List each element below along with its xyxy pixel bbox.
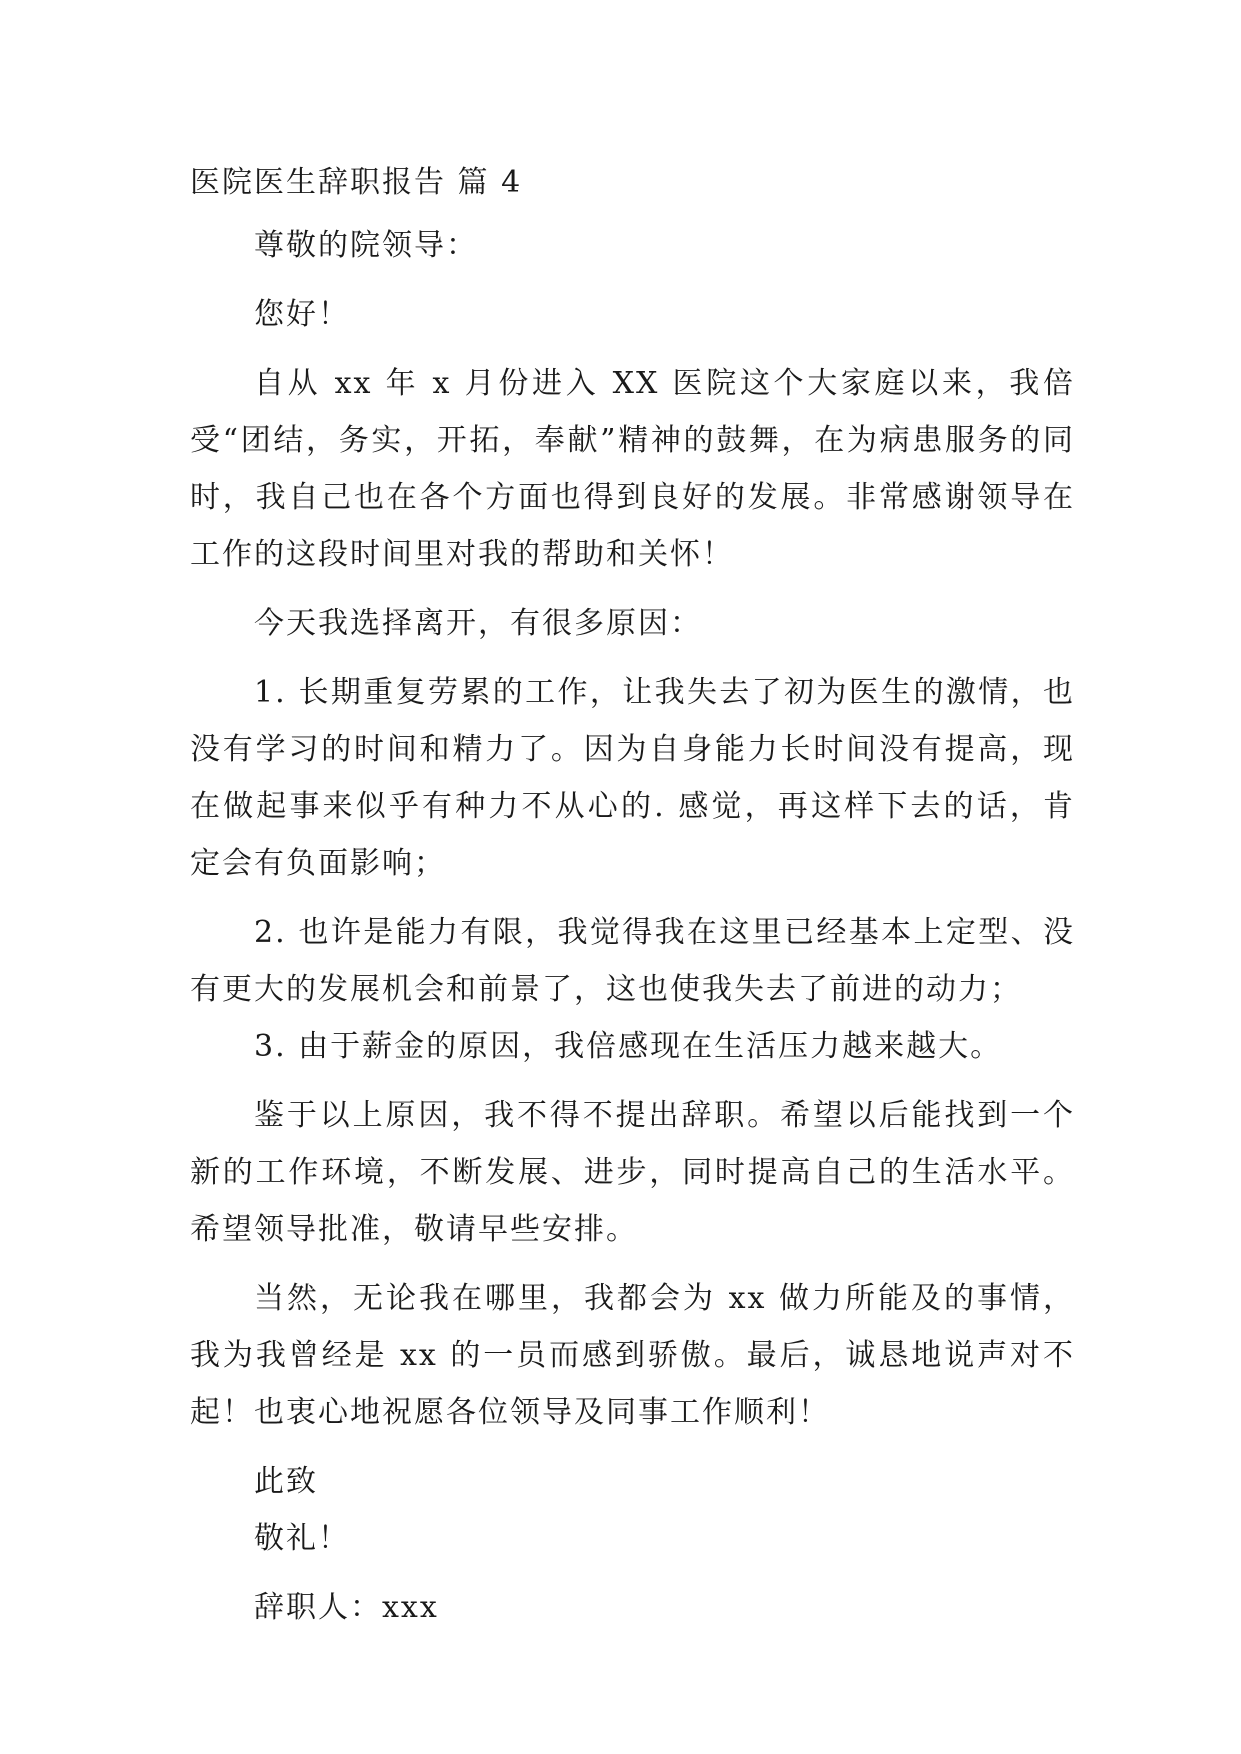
spacer [190,1567,1075,1579]
closing-line-2: 敬礼！ [254,1521,350,1556]
paragraph-thanks: 当然，无论我在哪里，我都会为 xx 做力所能及的事情，我为我曾经是 xx 的一员而感到骄傲。最后，诚恳地说声对不起！也衷心地祝愿各位领导及同事工作顺利！ [190,1281,1075,1430]
spacer [190,1258,1075,1270]
closing-line-1: 此致 [254,1464,318,1499]
spacer [190,205,1075,217]
spacer [190,892,1075,904]
paragraph-intro: 自从 xx 年 x 月份进入 XX 医院这个大家庭以来，我倍受“团结，务实，开拓，奉献”精神的鼓舞，在为病患服务的同时，我自己也在各个方面也得到良好的发展。非常感谢领导在工作的这段时间里对我的帮助和关怀！ [190,366,1075,572]
spacer [190,343,1075,355]
document-page [190,160,1075,1636]
paragraph-decision: 鉴于以上原因，我不得不提出辞职。希望以后能找到一个新的工作环境，不断发展、进步，同时提高自己的生活水平。希望领导批准，敬请早些安排。 [190,1098,1075,1247]
signature: 辞职人：xxx [254,1590,439,1625]
document-title: 医院医生辞职报告 篇 4 [190,165,523,200]
spacer [190,1441,1075,1453]
paragraph-reason-2: 2. 也许是能力有限，我觉得我在这里已经基本上定型、没有更大的发展机会和前景了，这也使我失去了前进的动力； [190,915,1075,1007]
salutation: 尊敬的院领导： [254,228,478,263]
spacer [190,583,1075,595]
spacer [190,1075,1075,1087]
spacer [190,652,1075,664]
greeting: 您好！ [254,297,350,332]
spacer [190,274,1075,286]
paragraph-reasons-lead: 今天我选择离开，有很多原因： [254,606,702,641]
paragraph-reason-1: 1. 长期重复劳累的工作，让我失去了初为医生的激情，也没有学习的时间和精力了。因为自身能力长时间没有提高，现在做起事来似乎有种力不从心的. 感觉，再这样下去的话，肯定会有负面影响； [190,675,1075,881]
paragraph-reason-3: 3. 由于薪金的原因，我倍感现在生活压力越来越大。 [254,1029,1003,1064]
